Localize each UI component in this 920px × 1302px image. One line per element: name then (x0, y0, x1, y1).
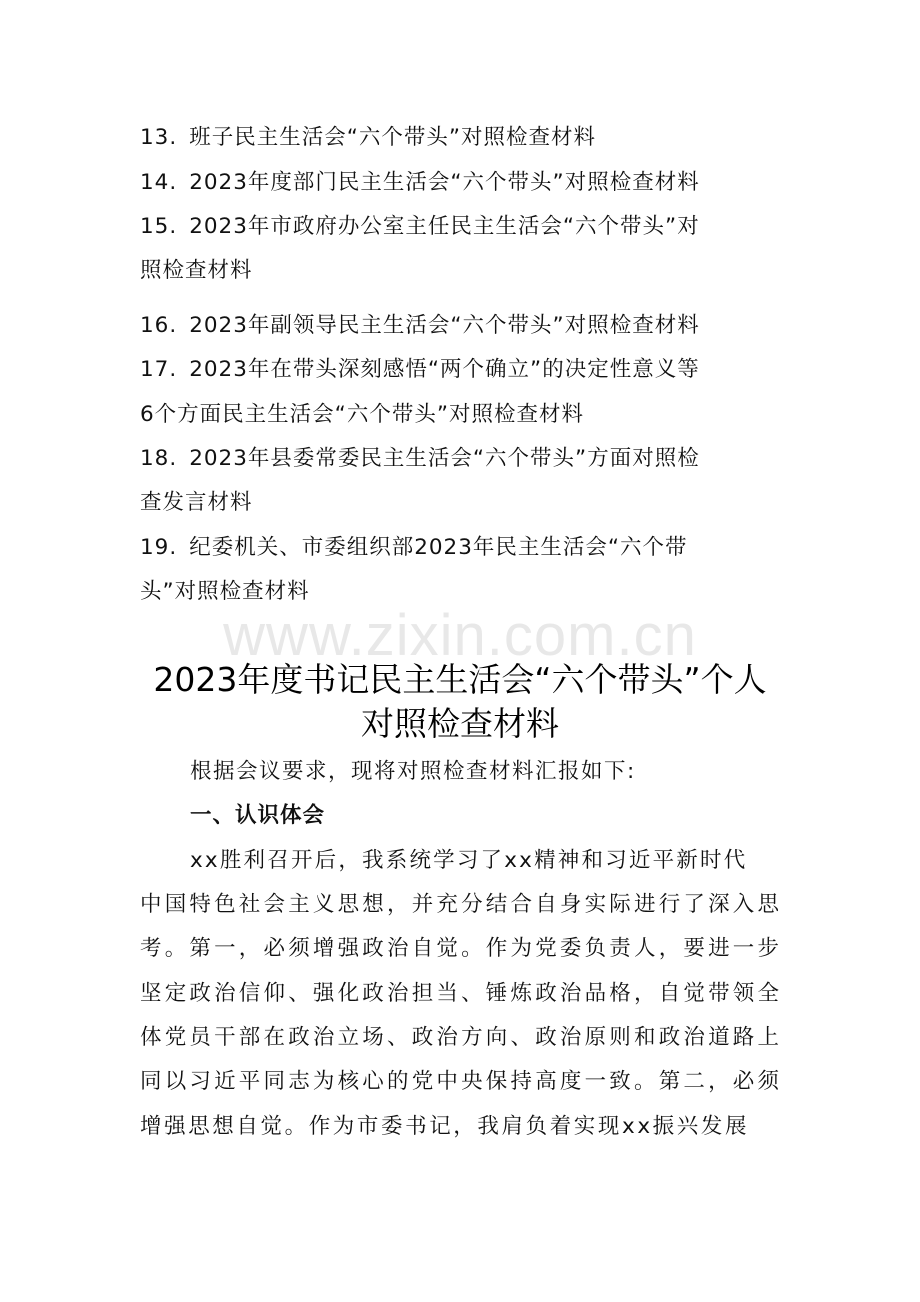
list-item (140, 355, 780, 385)
paragraph-line: 中国特色社会主义思想，并充分结合自身实际进行了深入思 (140, 892, 782, 917)
list-item-number: 15. (140, 214, 178, 239)
list-item-text: 照检查材料 (140, 258, 253, 283)
paragraph-line: xx胜利召开后，我系统学习了xx精神和习近平新时代 (190, 848, 748, 873)
list-item-text: 2023年县委常委民主生活会“六个带头”方面对照检 (189, 446, 700, 471)
list-item-number: 17. (140, 357, 178, 382)
list-item-number: 16. (140, 313, 178, 338)
list-item-text: 纪委机关、市委组织部2023年民主生活会“六个带 (189, 535, 688, 560)
paragraph-line: 坚定政治信仰、强化政治担当、锤炼政治品格，自觉带领全 (140, 981, 782, 1006)
list-item-number: 18. (140, 446, 178, 471)
list-item-text: 2023年市政府办公室主任民主生活会“六个带头”对 (189, 214, 700, 239)
paragraph-line: 考。第一，必须增强政治自觉。作为党委负责人，要进一步 (140, 936, 782, 961)
paragraph-line: 增强思想自觉。作为市委书记，我肩负着实现xx振兴发展 (140, 1114, 750, 1139)
list-item-text: 2023年在带头深刻感悟“两个确立”的决定性意义等 (189, 357, 700, 382)
list-item-text: 头”对照检查材料 (140, 579, 310, 604)
list-item-text: 2023年度部门民主生活会“六个带头”对照检查材料 (189, 170, 700, 195)
list-item-number: 13. (140, 125, 178, 150)
list-item (140, 311, 780, 341)
list-item-continuation (140, 577, 780, 607)
list-item (140, 533, 780, 563)
list-item (140, 212, 780, 242)
list-item-continuation (140, 256, 780, 286)
list-item-text: 6个方面民主生活会“六个带头”对照检查材料 (140, 402, 584, 427)
document-title-line-1: 2023年度书记民主生活会“六个带头”个人 (153, 660, 767, 699)
paragraph-line: 体党员干部在政治立场、政治方向、政治原则和政治道路上 (140, 1025, 782, 1050)
list-item-continuation (140, 400, 780, 430)
list-item-number: 14. (140, 170, 178, 195)
list-item-number: 19. (140, 535, 178, 560)
document-title-line-2: 对照检查材料 (361, 704, 559, 743)
list-item-text: 班子民主生活会“六个带头”对照检查材料 (189, 125, 596, 150)
section-heading: 一、认识体会 (190, 803, 326, 828)
list-item-continuation (140, 488, 780, 518)
list-item (140, 123, 780, 153)
list-item-text: 2023年副领导民主生活会“六个带头”对照检查材料 (189, 313, 700, 338)
list-item (140, 168, 780, 198)
list-item (140, 444, 780, 474)
intro-text: 根据会议要求，现将对照检查材料汇报如下: (190, 759, 636, 784)
list-item-text: 查发言材料 (140, 490, 253, 515)
paragraph-line: 同以习近平同志为核心的党中央保持高度一致。第二，必须 (140, 1069, 782, 1094)
watermark: www.zixin.com.cn (223, 603, 697, 668)
